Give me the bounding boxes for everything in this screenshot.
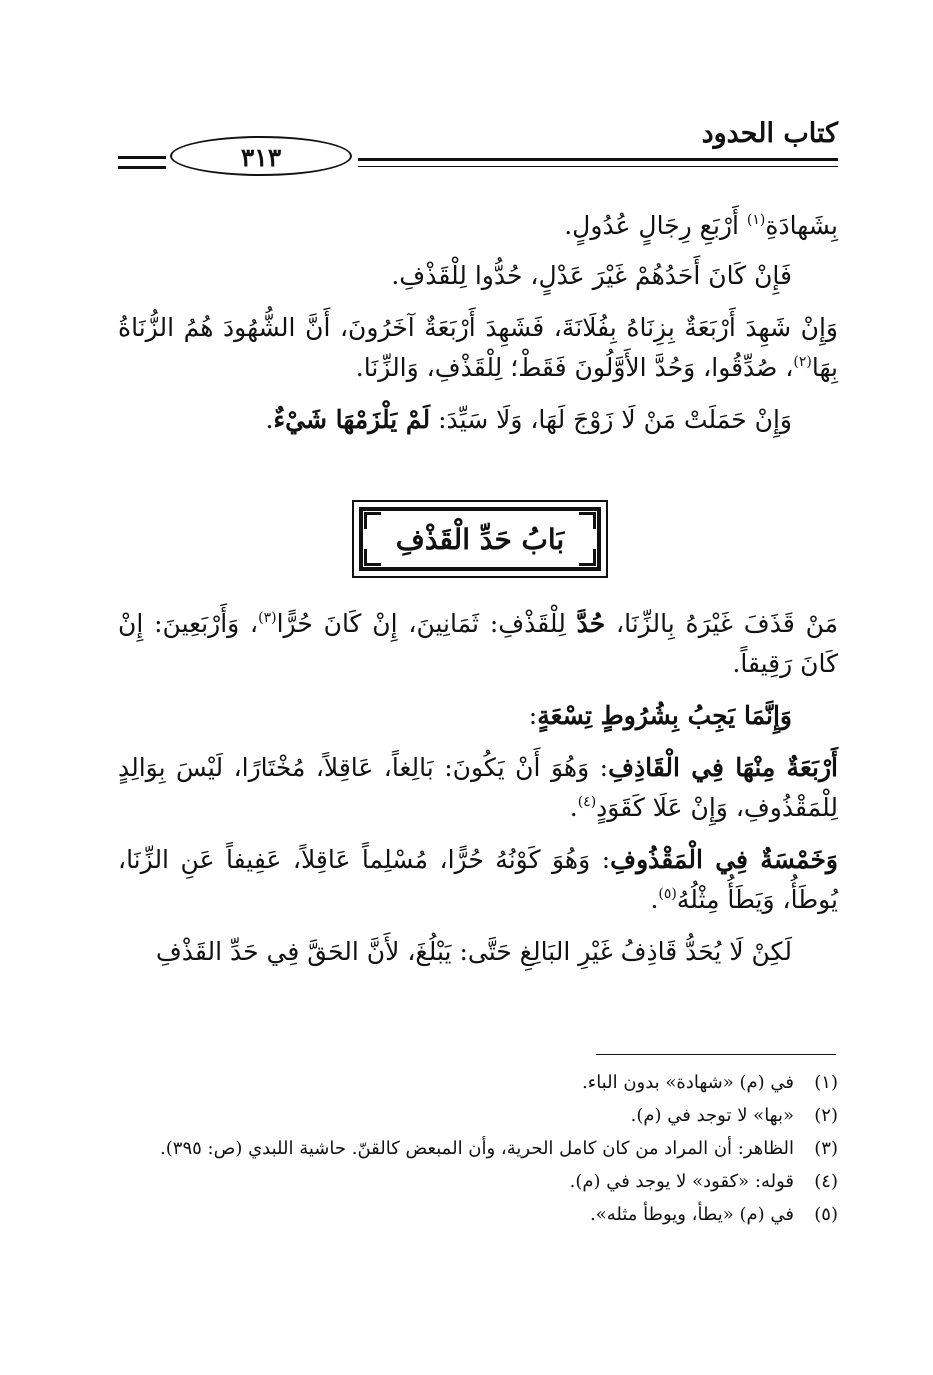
paragraph-7 — [118, 748, 838, 828]
footnote-ref-5[interactable]: (٥) — [658, 886, 677, 902]
section-title: بَابُ حَدِّ الْقَذْفِ — [395, 523, 565, 556]
footnote-separator — [596, 1054, 836, 1055]
header-rule-short — [118, 156, 166, 169]
paragraph-1 — [118, 206, 838, 246]
paragraph-3 — [118, 308, 838, 388]
footnote-text: «بها» لا توجد في (م). — [630, 1105, 794, 1126]
page-header — [118, 118, 838, 178]
paragraph-8 — [118, 840, 838, 920]
text-run: . — [265, 405, 274, 434]
paragraph-4 — [118, 400, 838, 440]
text-run: وَإِنْ حَمَلَتْ مَنْ لَا زَوْجَ لَهَا، وَلَا سَيِّدَ: — [430, 405, 792, 434]
footnote-4 — [118, 1165, 838, 1198]
bold-run: وَخَمْسَةٌ فِي الْمَقْذُوفِ — [610, 845, 838, 874]
footnote-number: (٥) — [814, 1204, 838, 1225]
footnote-ref-4[interactable]: (٤) — [577, 794, 597, 810]
text-run: : — [528, 701, 538, 730]
text-run: ، صُدِّقُوا، وَحُدَّ الأَوَّلُونَ فَقَطْ؛ لِلْقَذْفِ، وَالزِّنَا. — [355, 353, 794, 382]
text-run: بِشَهادَةِ — [765, 211, 838, 240]
main-text — [118, 206, 838, 452]
footnote-2 — [118, 1099, 838, 1132]
footnote-text: الظاهر: أن المراد من كان كامل الحرية، وأن المبعض كالقنّ. حاشية اللبدي (ص: ٣٩٥). — [160, 1138, 794, 1159]
footnote-number: (٢) — [814, 1105, 838, 1126]
text-run: : وَهُوَ كَوْنُهُ حُرًّا، مُسْلِماً عَاقِلاً، عَفِيفاً عَنِ الزِّنَا، يُوطَأُ، وَيَطَأُ مِثْلُهُ — [118, 845, 838, 914]
paragraph-9: لَكِنْ لَا يُحَدُّ قَاذِفُ غَيْرِ البَالِغِ حَتَّى: يَبْلُغَ، لأَنَّ الحَقَّ فِي حَدِّ القَذْفِ — [155, 937, 792, 966]
text-run: لِلْقَذْفِ: ثَمَانِينَ، إِنْ كَانَ حُرًّا — [276, 609, 577, 638]
paragraph-2: فَإِنْ كَانَ أَحَدُهُمْ غَيْرَ عَدْلٍ، حُدُّوا لِلْقَذْفِ. — [391, 261, 792, 290]
footnote-number: (١) — [814, 1072, 838, 1093]
bold-run: لَمْ يَلْزَمْهَا شَيْءٌ — [273, 405, 431, 434]
footnote-number: (٣) — [814, 1138, 838, 1159]
footnote-5 — [118, 1198, 838, 1231]
text-run: وَإِنْ شَهِدَ أَرْبَعَةٌ بِزِنَاهُ بِفُلَانَةَ، فَشَهِدَ أَرْبَعَةٌ آخَرُونَ، أَنَّ الشُّهُودَ هُمُ الزُّنَاةُ بِهَا — [118, 313, 838, 382]
section-text — [118, 604, 838, 984]
bold-run: أَرْبَعَةٌ مِنْهَا فِي الْقَاذِفِ — [608, 753, 839, 782]
footnote-ref-2[interactable]: (٢) — [793, 354, 812, 370]
text-run: . — [650, 885, 659, 914]
text-run: أَرْبَعِ رِجَالٍ عُدُولٍ. — [564, 211, 747, 240]
footnote-text: في (م) «يطأ، ويوطأ مثله». — [590, 1204, 794, 1225]
page-number: ٣١٣ — [170, 136, 352, 176]
text-run: : وَهُوَ أَنْ يَكُونَ: بَالِغاً، عَاقِلاً، مُخْتَارًا، لَيْسَ بِوَالِدٍ لِلْمَقْذُوفِ، وَإِنْ عَلَا كَقَوَدٍ — [118, 753, 838, 822]
footnote-ref-1[interactable]: (١) — [746, 212, 766, 228]
paragraph-6 — [118, 696, 838, 736]
bold-run: حُدَّ — [576, 609, 606, 638]
footnote-number: (٤) — [814, 1171, 838, 1192]
footnote-ref-3[interactable]: (٣) — [258, 610, 277, 626]
running-title: كتاب الحدود — [701, 118, 838, 149]
text-run: مَنْ قَذَفَ غَيْرَهُ بِالزِّنَا، — [605, 609, 839, 638]
text-run: ، وَأَرْبَعِينَ: إِنْ كَانَ رَقِيقاً. — [118, 609, 838, 678]
footnote-text: في (م) «شهادة» بدون الباء. — [582, 1072, 794, 1093]
footnote-3 — [118, 1132, 838, 1165]
footnote-text: قوله: «كقود» لا يوجد في (م). — [569, 1171, 794, 1192]
footnotes — [118, 1066, 838, 1231]
text-run: . — [569, 793, 578, 822]
header-rule — [358, 158, 838, 167]
bold-run: وَإِنَّمَا يَجِبُ بِشُرُوطٍ تِسْعَةٍ — [537, 701, 792, 730]
footnote-1 — [118, 1066, 838, 1099]
paragraph-5 — [118, 604, 838, 684]
section-heading-frame — [352, 500, 608, 578]
